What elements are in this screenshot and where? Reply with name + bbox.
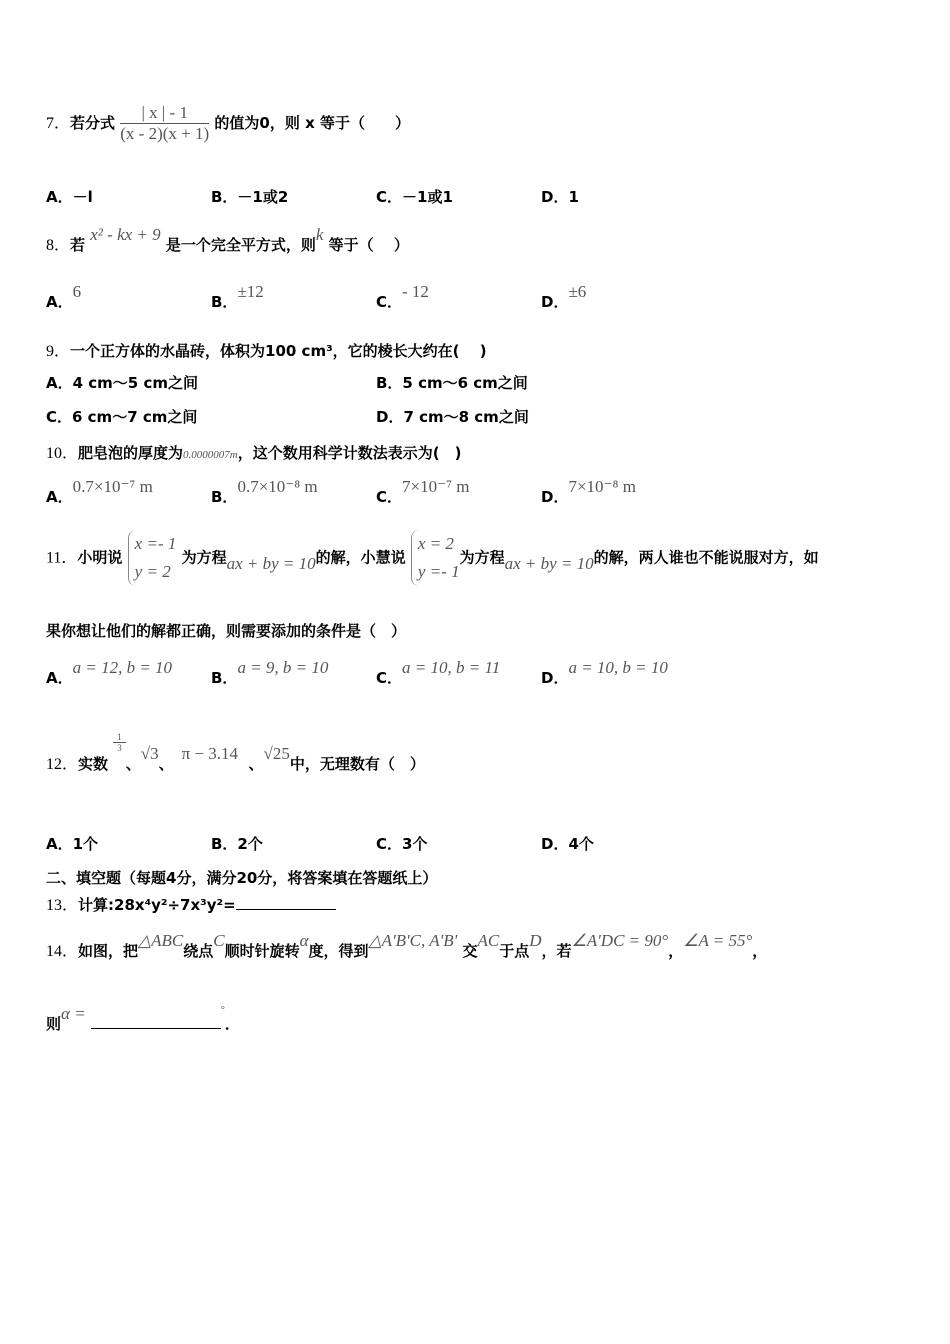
- question-12: 12．实数 $\frac{1}{3}$ 、√3、π − 3.14 、√25中，无理数有（ ）: [46, 732, 425, 773]
- answer-blank[interactable]: [236, 909, 336, 910]
- option-b: B．a = 9, b = 10: [211, 658, 329, 687]
- question-7: 7．若分式 $\frac{| x | - 1}{(x - 2)(x + 1)}$ 的值为0，则 x 等于（ ）: [46, 103, 410, 143]
- option-d: D．±6: [541, 282, 587, 311]
- option-a: A．－l: [46, 188, 93, 206]
- option-d: D．1: [541, 188, 579, 206]
- option-a: A．4 cm～5 cm之间: [46, 374, 198, 392]
- question-14: 14．如图，把△ABC绕点C顺时针旋转α度，得到△A'B'C, A'B' 交AC于点D，若∠A'DC = 90°，∠A = 55°，: [46, 931, 768, 960]
- option-c: C．- 12: [376, 282, 429, 311]
- option-d: D．7×10⁻⁸ m: [541, 477, 636, 506]
- option-b: B．0.7×10⁻⁸ m: [211, 477, 318, 506]
- question-13: 13．计算:28x⁴y²÷7x³y²=: [46, 892, 336, 915]
- question-10: 10．肥皂泡的厚度为0.0000007m，这个数用科学计数法表示为( ): [46, 444, 462, 462]
- option-c: C．a = 10, b = 11: [376, 658, 501, 687]
- option-c: C．3个: [376, 835, 428, 853]
- equation-system: x = 2 y =- 1: [411, 530, 460, 586]
- option-d: D．4个: [541, 835, 594, 853]
- option-c: C．7×10⁻⁷ m: [376, 477, 470, 506]
- option-a: A．1个: [46, 835, 99, 853]
- option-a: A．a = 12, b = 10: [46, 658, 173, 687]
- question-11-cont: 果你想让他们的解都正确，则需要添加的条件是（ ）: [46, 622, 407, 640]
- option-c: C．6 cm～7 cm之间: [46, 408, 198, 426]
- option-b: B．2个: [211, 835, 263, 853]
- fraction: $\frac{1}{3}$: [113, 732, 126, 753]
- option-a: A．6: [46, 282, 82, 311]
- option-b: B．±12: [211, 282, 264, 311]
- question-9: 9．一个正方体的水晶砖，体积为100 cm³，它的棱长大约在( ): [46, 342, 487, 360]
- option-b: B．5 cm～6 cm之间: [376, 374, 528, 392]
- option-c: C．－1或1: [376, 188, 453, 206]
- equation-system: x =- 1 y = 2: [128, 530, 177, 586]
- option-d: D．7 cm～8 cm之间: [376, 408, 529, 426]
- question-8: 8．若 x² - kx + 9 是一个完全平方式，则k 等于（ ）: [46, 225, 409, 254]
- option-b: B．－1或2: [211, 188, 289, 206]
- section-heading: 二、填空题（每题4分，满分20分，将答案填在答题纸上）: [46, 869, 438, 887]
- option-d: D．a = 10, b = 10: [541, 658, 668, 687]
- option-a: A．0.7×10⁻⁷ m: [46, 477, 153, 506]
- question-11: 11．小明说 x =- 1 y = 2 为方程ax + by = 10的解，小慧说 x = 2 y =- 1 为方程ax + by = 10的解，两人谁也不能说服对方，如: [46, 530, 819, 586]
- answer-blank[interactable]: [91, 1028, 221, 1029]
- question-14-answer: 则α = °．: [46, 1004, 240, 1033]
- fraction: $\frac{| x | - 1}{(x - 2)(x + 1)}$: [120, 103, 210, 143]
